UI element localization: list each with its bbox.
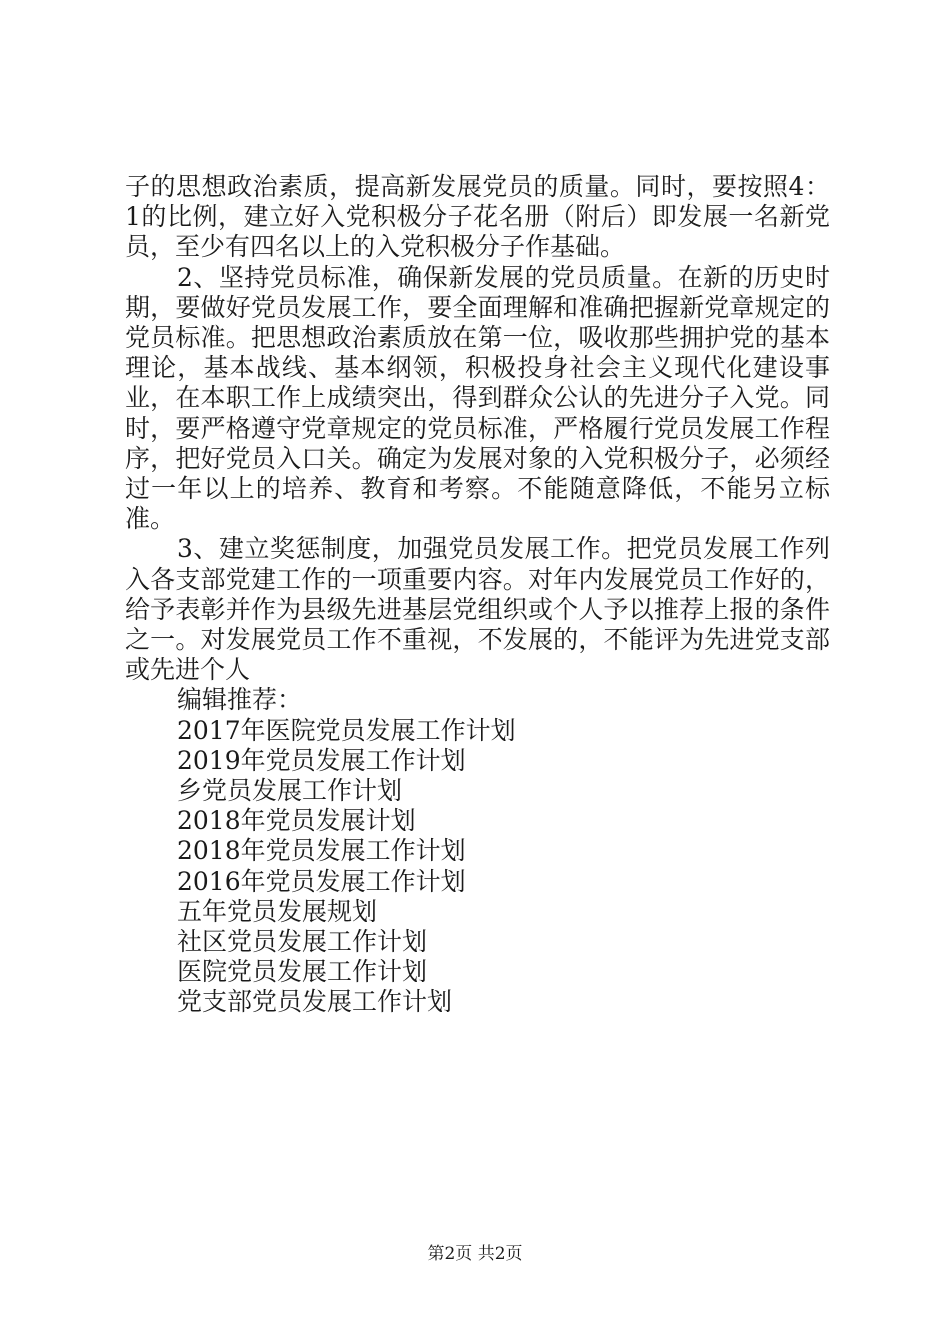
recommend-heading: 编辑推荐： [177,685,303,715]
recommend-link[interactable]: 2019年党员发展工作计划 [177,745,466,775]
recommend-link[interactable]: 医院党员发展工作计划 [177,957,428,987]
recommend-link[interactable]: 乡党员发展工作计划 [177,776,403,806]
recommend-link[interactable]: 2018年党员发展计划 [177,806,416,836]
paragraph-reward-system: 3、建立奖惩制度，加强党员发展工作。把党员发展工作列入各支部党建工作的一项重要内容。对年内发展党员工作好的，给予表彰并作为县级先进基层党组织或个人予以推荐上报的条件之一。对发展党员工作不重视，不发展的，不能评为先进党支部或先进个人 [125,534,830,685]
recommend-link[interactable]: 五年党员发展规划 [177,896,378,926]
paragraph-continuation: 子的思想政治素质，提高新发展党员的质量。同时，要按照4：1的比例，建立好入党积极分子花名册（附后）即发展一名新党员，至少有四名以上的入党积极分子作基础。 [125,172,830,262]
recommend-link[interactable]: 社区党员发展工作计划 [177,927,428,957]
recommend-link[interactable]: 2018年党员发展工作计划 [177,836,466,866]
paragraph-standard: 2、坚持党员标准，确保新发展的党员质量。在新的历史时期，要做好党员发展工作，要全面理解和准确把握新党章规定的党员标准。把思想政治素质放在第一位，吸收那些拥护党的基本理论，基本战线、基本纲领，积极投身社会主义现代化建设事业，在本职工作上成绩突出，得到群众公认的先进分子入党。同时，要严格遵守党章规定的党员标准，严格履行党员发展工作程序，把好党员入口关。确定为发展对象的入党积极分子，必须经过一年以上的培养、教育和考察。不能随意降低，不能另立标准。 [125,262,830,534]
recommend-link[interactable]: 2017年医院党员发展工作计划 [177,715,516,745]
recommend-link[interactable]: 党支部党员发展工作计划 [177,987,453,1017]
recommend-list [125,716,830,1018]
recommend-link[interactable]: 2016年党员发展工作计划 [177,866,466,896]
document-body [125,172,830,1018]
page-footer: 第2页 共2页 [427,1244,523,1264]
